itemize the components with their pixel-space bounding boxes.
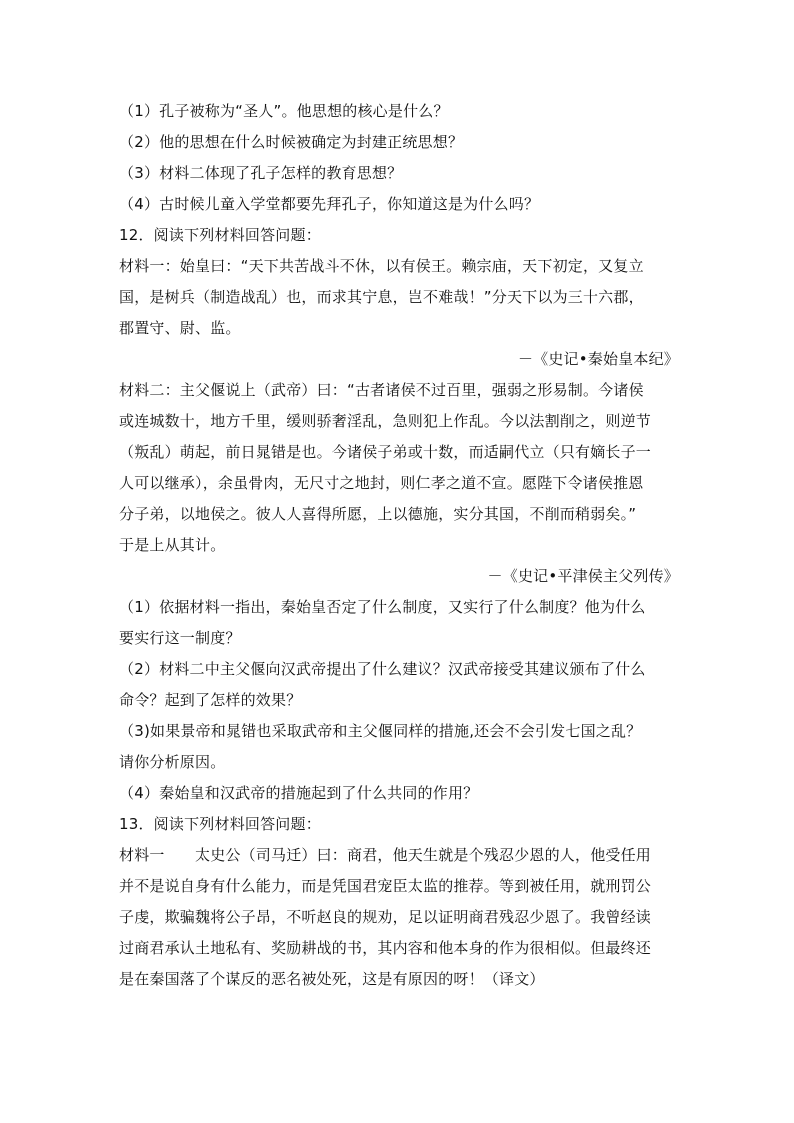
material-text: 或连城数十，地方千里，缓则骄奢淫乱，急则犯上作乱。今以法割削之，则逆节 (119, 412, 652, 430)
question-line: （2）他的思想在什么时候被确定为封建正统思想？ (119, 133, 464, 151)
material-text: 人可以继承），余虽骨肉，无尺寸之地封，则仁孝之道不宣。愿陛下令诸侯推恩 (119, 474, 644, 492)
material-text: 郡置守、尉、监。 (119, 319, 241, 337)
question-heading: 12．阅读下列材料回答问题： (119, 226, 321, 244)
question-line: （1）依据材料一指出，秦始皇否定了什么制度，又实行了什么制度？他为什么 (119, 598, 646, 616)
material-text: 材料一 太史公（司马迁）曰：商君，他天生就是个残忍少恩的人，他受任用 (119, 846, 652, 864)
question-line: 命令？起到了怎样的效果？ (119, 691, 302, 709)
material-text: 并不是说自身有什么能力，而是凭国君宠臣太监的推荐。等到被任用，就刑罚公 (119, 877, 652, 895)
question-line: 请你分析原因。 (119, 753, 226, 771)
question-heading: 13．阅读下列材料回答问题： (119, 815, 321, 833)
document-page (119, 96, 679, 995)
material-text: （叛乱）萌起，前日晁错是也。今诸侯子弟或十数，而适嗣代立（只有嫡长子一 (119, 443, 652, 461)
question-line: （2）材料二中主父偃向汉武帝提出了什么建议？汉武帝接受其建议颁布了什么 (119, 660, 646, 678)
material-text: 材料一：始皇曰：“天下共苦战斗不休，以有侯王。赖宗庙，天下初定，又复立 (119, 257, 644, 275)
question-line: （4）秦始皇和汉武帝的措施起到了什么共同的作用？ (119, 784, 479, 802)
source-citation: －《史记•平津侯主父列传》 (487, 567, 679, 585)
material-text: 于是上从其计。 (119, 536, 226, 554)
question-line: （4）古时候儿童入学堂都要先拜孔子，你知道这是为什么吗？ (119, 195, 540, 213)
material-text: 分子弟，以地侯之。彼人人喜得所愿，上以德施，实分其国，不削而稍弱矣。” (119, 505, 637, 523)
material-text: 国，是树兵（制造战乱）也，而求其宁息，岂不难哉！”分天下以为三十六郡， (119, 288, 644, 306)
question-line: （3)如果景帝和晁错也采取武帝和主父偃同样的措施,还会不会引发七国之乱？ (119, 722, 642, 740)
source-citation: －《史记•秦始皇本纪》 (517, 350, 679, 368)
question-line: （3）材料二体现了孔子怎样的教育思想？ (119, 164, 403, 182)
question-line: 要实行这一制度？ (119, 629, 241, 647)
material-text: 是在秦国落了个谋反的恶名被处死，这是有原因的呀！（译文） (119, 970, 545, 988)
question-line: （1）孔子被称为“圣人”。他思想的核心是什么？ (119, 102, 449, 120)
material-text: 材料二：主父偃说上（武帝）曰：“古者诸侯不过百里，强弱之形易制。今诸侯 (119, 381, 644, 399)
material-text: 子虔，欺骗魏将公子昂，不听赵良的规劝，足以证明商君残忍少恩了。我曾经读 (119, 908, 652, 926)
material-text: 过商君承认土地私有、奖励耕战的书，其内容和他本身的作为很相似。但最终还 (119, 939, 652, 957)
